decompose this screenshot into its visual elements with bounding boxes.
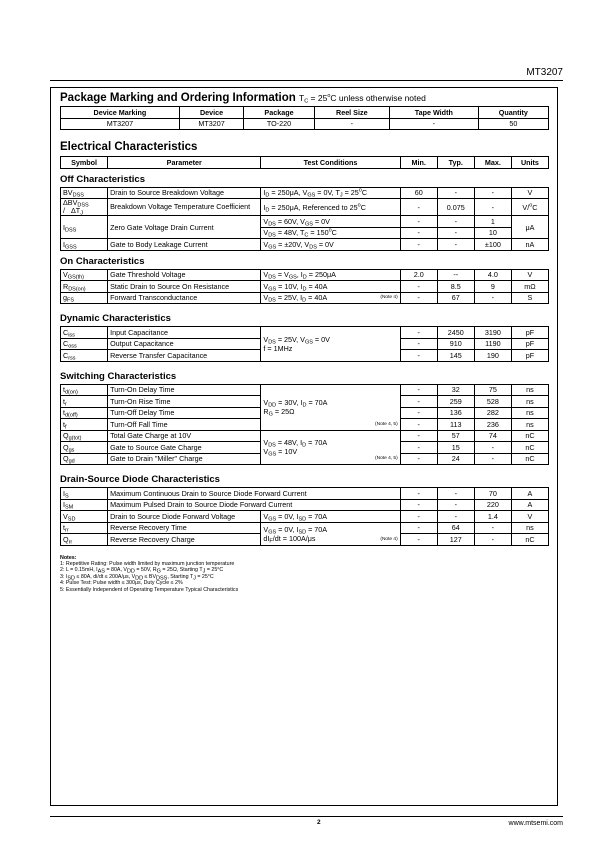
typ-cell: - [437,227,474,239]
header-rule [50,80,563,81]
max-cell: 10 [474,227,511,239]
switching-title: Switching Characteristics [60,370,177,382]
part-number-header: MT3207 [526,67,563,78]
symbol-cell: $Q_{rr}$ [61,534,108,546]
typ-cell: 259 [437,396,474,408]
unit-cell: A [511,488,548,500]
param-cell: Static Drain to Source On Resistance [108,281,261,293]
table-row [61,216,549,228]
max-cell: 75 [474,384,511,396]
ordering-header: Tape Width [389,107,478,119]
symbol-cell: $t_{d(off)}$ [61,407,108,419]
min-cell: - [400,338,437,350]
unit-cell: pF [511,338,548,350]
ordering-cell: TO-220 [244,118,314,130]
dynamic-title: Dynamic Characteristics [60,313,171,324]
cond-cell: $V_{DD} = 30V$, $I_D = 70A$ $R_G = 25\Omega$ (Note 4, 5) [261,384,400,430]
max-cell: 1190 [474,338,511,350]
unit-cell: V/$^o$C [511,199,548,216]
symbol-cell: $t_{rr}$ [61,522,108,534]
table-row [61,384,549,396]
table-row [61,269,549,281]
typ-cell: - [437,488,474,500]
symbol-cell: $C_{iss}$ [61,327,108,339]
typ-cell: 910 [437,338,474,350]
typ-cell: - [437,239,474,251]
typ-cell: 113 [437,419,474,431]
unit-cell: ns [511,419,548,431]
diode-title: Drain-Source Diode Characteristics [60,474,220,485]
unit-cell: A [511,499,548,511]
ordering-heading [60,92,549,104]
max-cell: - [474,453,511,465]
param-cell: Input Capacitance [108,327,261,339]
unit-cell: ns [511,522,548,534]
min-cell: - [400,281,437,293]
min-cell: - [400,419,437,431]
col-header: Symbol [61,157,108,169]
param-cell: Gate Threshold Voltage [108,269,261,281]
symbol-cell: $V_{SD}$ [61,511,108,523]
param-cell: Reverse Transfer Capacitance [108,350,261,362]
param-cell: Breakdown Voltage Temperature Coefficient [108,199,261,216]
unit-cell: pF [511,327,548,339]
max-cell: 1.4 [474,511,511,523]
ordering-cell: MT3207 [61,118,180,130]
param-cell: Maximum Continuous Drain to Source Diode Forward Current [108,488,401,500]
symbol-cell: $V_{GS(th)}$ [61,269,108,281]
min-cell: - [400,511,437,523]
param-cell: Turn-On Rise Time [108,396,261,408]
symbol-cell: $Q_{gs}$ [61,442,108,454]
typ-cell: - [437,216,474,228]
dynamic-table [60,326,549,362]
unit-cell: V [511,187,548,199]
col-header: Test Conditions [261,157,400,169]
note-ref: (Note 4, 5) [375,456,398,461]
min-cell: - [400,199,437,216]
max-cell: - [474,199,511,216]
diode-table [60,487,549,546]
on-table [60,269,549,305]
cond-cell: $V_{GS} = \pm 20V$, $V_{DS} = 0V$ [261,239,400,251]
typ-cell: 67 [437,292,474,304]
table-row [61,327,549,339]
max-cell: 282 [474,407,511,419]
electrical-header-table [60,156,549,169]
max-cell: 528 [474,396,511,408]
off-table [60,187,549,251]
param-cell: Reverse Recovery Charge [108,534,261,546]
symbol-cell: $Q_{g(tot)}$ [61,430,108,442]
max-cell: 190 [474,350,511,362]
max-cell: 70 [474,488,511,500]
table-row [61,488,549,500]
typ-cell: -- [437,269,474,281]
min-cell: - [400,227,437,239]
max-cell: - [474,442,511,454]
unit-cell: nC [511,442,548,454]
symbol-cell: $R_{DS(on)}$ [61,281,108,293]
min-cell: - [400,384,437,396]
symbol-cell: $I_{SM}$ [61,499,108,511]
min-cell: - [400,488,437,500]
table-row [61,239,549,251]
param-cell: Zero Gate Voltage Drain Current [108,216,261,239]
cond-cell: $V_{GS} = 0V$, $I_{SD} = 70A$ $dI_F/dt = 100A/\mu s$ (Note 4) [261,522,400,545]
typ-cell: 64 [437,522,474,534]
ordering-header: Package [244,107,314,119]
max-cell: - [474,534,511,546]
max-cell: - [474,292,511,304]
min-cell: - [400,499,437,511]
datasheet-frame [50,87,558,806]
typ-cell: - [437,187,474,199]
min-cell: - [400,442,437,454]
table-row [61,430,549,442]
cond-cell: $V_{DS} = 48V$, $T_C = 150^oC$ [261,227,400,239]
notes-title: Notes: [60,554,77,561]
symbol-cell: $t_r$ [61,396,108,408]
notes [60,555,549,593]
param-cell: Turn-On Delay Time [108,384,261,396]
symbol-cell: $I_{DSS}$ [61,216,108,239]
min-cell: 60 [400,187,437,199]
symbol-cell: $t_{d(on)}$ [61,384,108,396]
max-cell: - [474,522,511,534]
cond-cell: $V_{DS} = V_{GS}$, $I_D = 250\mu A$ [261,269,400,281]
col-header: Units [511,157,548,169]
unit-cell: V [511,269,548,281]
note-ref: (Note 4) [380,536,398,542]
param-cell: Gate to Source Gate Charge [108,442,261,454]
ordering-cell: 50 [478,118,548,130]
switching-table [60,384,549,466]
ordering-header: Quantity [478,107,548,119]
param-cell: Turn-Off Delay Time [108,407,261,419]
typ-cell: 136 [437,407,474,419]
table-row [61,499,549,511]
table-row [61,292,549,304]
table-row [61,511,549,523]
ordering-cell: MT3207 [179,118,244,130]
note-item: 5: Essentially Independent of Operating Temperature Typical Characteristics [60,586,239,593]
ordering-header: Reel Size [314,107,389,119]
electrical-title: Electrical Characteristics [60,141,198,153]
cond-cell: $V_{DS} = 25V$, $I_D = 40A$ (Note 4) [261,292,400,304]
unit-cell: ns [511,396,548,408]
table-row [61,199,549,216]
ordering-title: Package Marking and Ordering Information [60,92,296,104]
cond-cell: $I_D = 250\mu A$, $V_{GS} = 0V$, $T_J = 25^oC$ [261,187,400,199]
website-url: www.mtsemi.com [508,820,563,827]
min-cell: - [400,453,437,465]
unit-cell: μA [511,216,548,239]
symbol-cell: $t_f$ [61,419,108,431]
typ-cell: - [437,499,474,511]
note-item: 1: Repetitive Rating: Pulse width limited by maximum junction temperature [60,560,235,567]
typ-cell: 15 [437,442,474,454]
symbol-cell: $Q_{gd}$ [61,453,108,465]
min-cell: - [400,350,437,362]
min-cell: - [400,216,437,228]
param-cell: Drain to Source Breakdown Voltage [108,187,261,199]
cond-line: f = 1MHz [263,343,293,353]
min-cell: - [400,407,437,419]
col-header: Max. [474,157,511,169]
param-cell: Forward Transconductance [108,292,261,304]
min-cell: 2.0 [400,269,437,281]
unit-cell: nC [511,534,548,546]
max-cell: 1 [474,216,511,228]
max-cell: 4.0 [474,269,511,281]
min-cell: - [400,522,437,534]
param-cell: Reverse Recovery Time [108,522,261,534]
symbol-cell: $C_{rss}$ [61,350,108,362]
unit-cell: nC [511,453,548,465]
note-item: 3: $I_{SD} \le 80A$, di/dt ≤ 200A/μs, $V_{DD} \le BV_{DSS}$, Starting $T_J = 25^\circ C$ [60,573,214,582]
max-cell: 220 [474,499,511,511]
cond-cell: $V_{DS} = 48V$, $I_D = 70A$ $V_{GS} = 10V$ (Note 4, 5) [261,430,400,465]
symbol-cell: $BV_{DSS}$ [61,187,108,199]
page-number: 2 [317,819,321,826]
max-cell: ±100 [474,239,511,251]
table-row [61,522,549,534]
cond-cell: $I_D = 250\mu A$, Referenced to 25$^o$C [261,199,400,216]
unit-cell: nA [511,239,548,251]
param-cell: Gate to Body Leakage Current [108,239,261,251]
ordering-cell: - [389,118,478,130]
cond-cell: $V_{DS} = 60V$, $V_{GS} = 0V$ [261,216,400,228]
note-ref: (Note 4, 5) [375,421,398,427]
table-row [61,281,549,293]
col-header: Min. [400,157,437,169]
symbol-cell: $C_{oss}$ [61,338,108,350]
note-item: 2: L = 0.15mH, $I_{AS} = 80A$, $V_{DD} = 50V$, $R_G = 25\Omega$, Starting $T_J = 25^\circ C$ [60,567,224,575]
param-cell: Gate to Drain "Miller" Charge [108,453,261,465]
max-cell: 9 [474,281,511,293]
unit-cell: pF [511,350,548,362]
ordering-cell: - [314,118,389,130]
param-cell: Output Capacitance [108,338,261,350]
unit-cell: nC [511,430,548,442]
ordering-header: Device [179,107,244,119]
param-cell: Turn-Off Fall Time [108,419,261,431]
ordering-table [60,106,549,130]
ordering-subtitle: $T_C = 25^oC$ unless otherwise noted [299,93,426,105]
symbol-cell: $\Delta BV_{DSS}$ / $\Delta T_J$ [61,199,108,216]
col-header: Typ. [437,157,474,169]
symbol-cell: $I_{GSS}$ [61,239,108,251]
unit-cell: S [511,292,548,304]
typ-cell: 2450 [437,327,474,339]
note-item: 4: Pulse Test: Pulse width ≤ 300μs, Duty Cycle ≤ 2% [60,580,183,587]
symbol-cell: $I_S$ [61,488,108,500]
symbol-cell: $g_{FS}$ [61,292,108,304]
ordering-header: Device Marking [61,107,180,119]
min-cell: - [400,327,437,339]
unit-cell: ns [511,407,548,419]
typ-cell: 24 [437,453,474,465]
typ-cell: 32 [437,384,474,396]
cond-cell: $V_{GS} = 10V$, $I_D = 40A$ [261,281,400,293]
typ-cell: 127 [437,534,474,546]
param-cell: Maximum Pulsed Drain to Source Diode Forward Current [108,499,401,511]
col-header: Parameter [108,157,261,169]
cond-cell: $V_{DS} = 25V$, $V_{GS} = 0V$ f = 1MHz [261,327,400,362]
typ-cell: 145 [437,350,474,362]
max-cell: 236 [474,419,511,431]
typ-cell: - [437,511,474,523]
footer-rule [50,816,563,817]
min-cell: - [400,239,437,251]
param-cell: Total Gate Charge at 10V [108,430,261,442]
typ-cell: 57 [437,430,474,442]
typ-cell: 0.075 [437,199,474,216]
unit-cell: mΩ [511,281,548,293]
min-cell: - [400,430,437,442]
unit-cell: ns [511,384,548,396]
param-cell: Drain to Source Diode Forward Voltage [108,511,261,523]
max-cell: - [474,187,511,199]
unit-cell: V [511,511,548,523]
min-cell: - [400,292,437,304]
off-title: Off Characteristics [60,173,146,185]
max-cell: 3190 [474,327,511,339]
max-cell: 74 [474,430,511,442]
on-title: On Characteristics [60,255,145,267]
typ-cell: 8.5 [437,281,474,293]
table-row [61,187,549,199]
min-cell: - [400,396,437,408]
note-ref: (Note 4) [380,295,398,301]
min-cell: - [400,534,437,546]
cond-cell: $V_{GS} = 0V$, $I_{SD} = 70A$ [261,511,400,523]
